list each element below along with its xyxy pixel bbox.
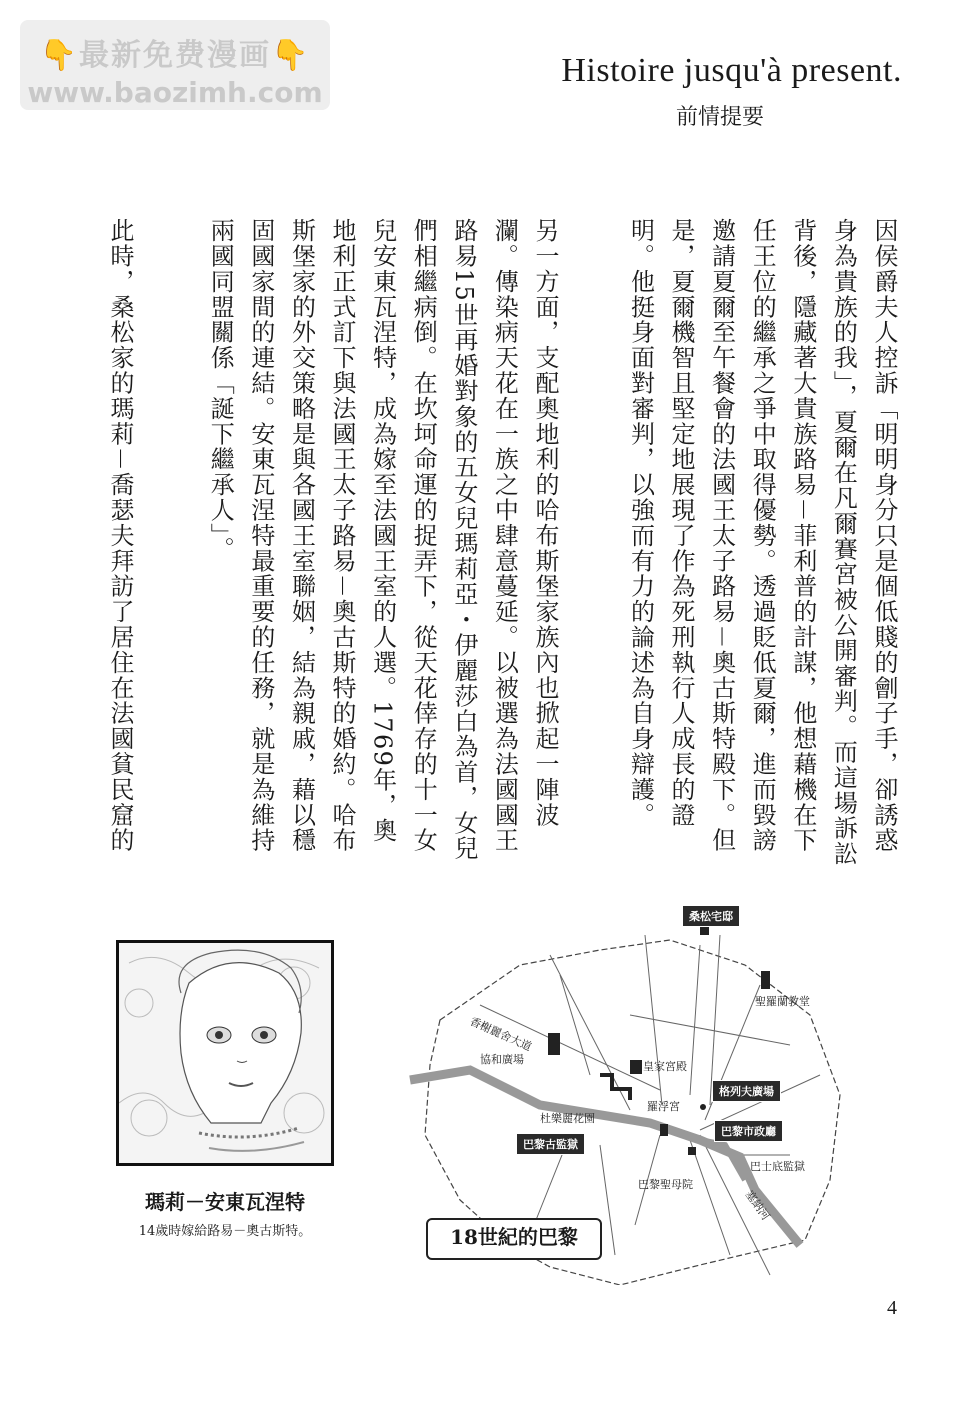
map-label-conciergerie: 巴黎古監獄 <box>516 1133 585 1155</box>
paris-map <box>400 895 850 1285</box>
watermark <box>20 20 330 110</box>
portrait-caption-name: 瑪莉－安東瓦涅特 <box>145 1190 305 1214</box>
portrait-illustration <box>119 943 331 1163</box>
map-label-sanson-house: 桑松宅邸 <box>682 905 740 927</box>
map-label-st-lazare: 聖羅蘭教堂 <box>755 995 810 1008</box>
map-label-bastille: 巴士底監獄 <box>750 1160 805 1173</box>
map-label-notre-dame: 巴黎聖母院 <box>638 1178 693 1191</box>
map-title-banner: 18世紀的巴黎 <box>426 1218 602 1260</box>
watermark-url: www.baozimh.com <box>27 76 323 109</box>
map-label-palais-royal: 皇家宮殿 <box>643 1060 687 1073</box>
map-label-concorde: 協和廣場 <box>480 1053 524 1066</box>
watermark-text: 最新免费漫画 <box>79 38 271 73</box>
map-label-place-de-greve: 格列夫廣場 <box>712 1080 781 1102</box>
map-label-louvre: 羅浮宮 <box>647 1100 680 1113</box>
map-label-hotel-de-ville: 巴黎市政廳 <box>714 1120 783 1142</box>
page-subtitle: 前情提要 <box>675 105 764 130</box>
character-portrait <box>116 940 334 1166</box>
hand-pointing-down-icon-right: 👇 <box>271 38 311 73</box>
map-label-seine: 塞納河 <box>742 1188 773 1223</box>
synopsis-paragraph-3: 此時，桑松家的瑪莉－喬瑟夫拜訪了居住在法國貧民窟的 <box>106 218 134 853</box>
synopsis-paragraph-1: 因侯爵夫人控訴「明明身分只是個低賤的劊子手，卻誘惑身為貴族的我」，夏爾在凡爾賽宮被公開審判。而這場訴訟背後，隱藏著大貴族路易－菲利普的計謀，他想藉機在下任王位的繼承之爭中取得優勢。透過貶低夏爾，進而毀謗邀請夏爾至午餐會的法國王太子路易－奧古斯特殿下。但是，夏爾機智且堅定地展現了作為死刑執行人成長的證明。他挺身面對審判，以強而有力的論述為自身辯護。 <box>626 218 898 867</box>
synopsis-paragraph-2: 另一方面，支配奧地利的哈布斯堡家族內也掀起一陣波瀾。傳染病天花在一族之中肆意蔓延。以被選為法國國王路易15世再婚對象的五女兒瑪莉亞・伊麗莎白為首，女兒們相繼病倒。在坎坷命運的捉弄下，從天花倖存的十一女兒安東瓦涅特，成為嫁至法國王室的人選。1769年，奧地利正式訂下與法國王太子路易－奧古斯特的婚約。哈布斯堡家的外交策略是與各國王室聯姻，結為親戚，藉以穩固國家間的連結。安東瓦涅特最重要的任務，就是為維持兩國同盟關係「誕下繼承人」。 <box>206 218 559 861</box>
page-number: 4 <box>887 1297 897 1319</box>
portrait-caption-description: 14歲時嫁給路易－奧古斯特。 <box>138 1224 312 1239</box>
page-title: Histoire jusqu'à present. <box>561 52 902 89</box>
map-label-champs-elysees: 香榭麗舍大道 <box>467 1014 534 1054</box>
map-label-tuileries: 杜樂麗花園 <box>540 1112 595 1125</box>
hand-pointing-down-icon: 👇 <box>39 38 79 73</box>
watermark-line1 <box>20 30 330 74</box>
